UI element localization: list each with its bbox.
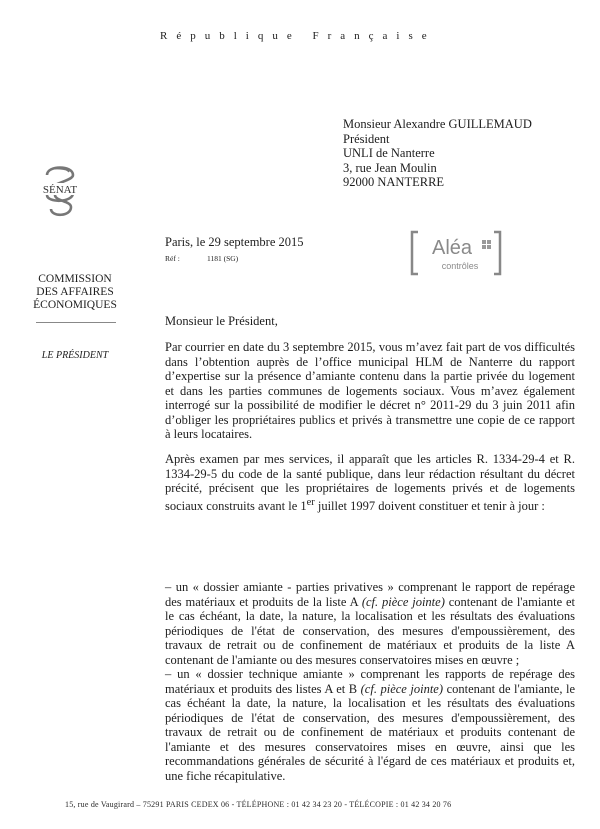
recipient-line: UNLI de Nanterre <box>343 146 435 160</box>
alea-brand-text: Aléa <box>431 237 473 259</box>
recipient-line: Monsieur Alexandre GUILLEMAUD <box>343 117 532 131</box>
list-item-ref: (cf. pièce jointe) <box>361 594 445 609</box>
letter-paragraph-2 <box>165 452 575 513</box>
alea-stamp <box>408 228 504 278</box>
letter-date: Paris, le 29 septembre 2015 <box>165 235 304 249</box>
list-item <box>165 667 575 783</box>
commission-line: ÉCONOMIQUES <box>33 299 117 311</box>
letter-footer: 15, rue de Vaugirard – 75291 PARIS CEDEX 06 - TÉLÉPHONE : 01 42 34 23 20 - TÉLÉCOPIE : 01 42 34 20 76 <box>65 800 452 809</box>
sidebar-divider <box>36 322 116 323</box>
commission-line: COMMISSION <box>38 273 112 285</box>
paragraph-text <box>165 452 575 513</box>
senat-logo <box>33 157 87 223</box>
commission-name <box>20 273 130 312</box>
list-item-text: – un « dossier technique amiante » comprenant les rapports de repérage des matériaux et produits des listes A et B <box>165 667 575 696</box>
reference-value: 1181 (SG) <box>207 254 239 263</box>
superscript-er: er <box>306 496 315 508</box>
senat-logo-text: SÉNAT <box>42 184 78 196</box>
letter-list <box>165 580 575 783</box>
letter-paragraph-1 <box>165 340 575 442</box>
list-item-ref: (cf. pièce jointe) <box>360 681 444 696</box>
alea-stamp-icon <box>408 228 504 278</box>
letter-greeting: Monsieur le Président, <box>165 314 278 328</box>
list-item <box>165 580 575 667</box>
list-item-text: – un « dossier amiante - parties privatives » comprenant le rapport de repérage des matériaux et produits de la liste A <box>165 580 575 609</box>
recipient-address <box>343 117 532 190</box>
president-title: LE PRÉSIDENT <box>41 350 109 361</box>
paragraph-text-part: Après examen par mes services, il apparaît que les articles R. 1334-29-4 et R. 1334-29-5 du code de la santé publique, dans leur rédaction résultant du décret précité, précisent que les propriétaires de logements privés et de logements sociaux construits avant le 1 <box>165 452 575 513</box>
senat-logo-icon <box>33 157 87 223</box>
list-item-text: contenant de l'amiante, le cas échéant la date, la nature, la localisation et les résultats des évaluations périodiques de l'état de conservation, des mesures d'empoussièrement, des travaux de retrait ou de confinement de matériaux et produits contenant de l'amiante et des mesures conservatoires mises en œuvre, ainsi que les recommandations générales de sécurité à l'égard de ces matériaux et produits et, une fiche récapitulative. <box>165 681 576 783</box>
recipient-line: 3, rue Jean Moulin <box>343 160 437 175</box>
recipient-line: Président <box>343 131 390 146</box>
paragraph-text-part: juillet 1997 doivent constituer et tenir à jour : <box>314 498 545 513</box>
alea-sub-text: contrôles <box>441 261 479 271</box>
letter-reference <box>165 254 238 263</box>
commission-line: DES AFFAIRES <box>36 286 114 298</box>
header-republique: République Française <box>160 30 436 42</box>
paragraph-text: Par courrier en date du 3 septembre 2015, vous m’avez fait part de vos difficultés dans l’obtention auprès de l’office municipal HLM de Nanterre du rapport d’expertise sur la présence d’amiante contenu dans la partie privée du logement et dans les parties communes de logements sociaux. Vous m’avez également interrogé sur la possibilité de modifier le décret n° 2011-29 du 3 juin 2011 afin d’obliger les propriétaires publics et privés à transmettre une copie de ce rapport à leurs locataires. <box>165 340 575 441</box>
reference-label: Réf : <box>165 254 180 263</box>
recipient-line: 92000 NANTERRE <box>343 175 445 189</box>
list-item-text: contenant de l'amiante et le cas échéant, la date, la nature, la localisation et les résultats des évaluations périodiques de l'état de conservation, des mesures d'empoussièrement, des travaux de retrait ou de confinement de matériaux et produits de la liste A contenant de l'amiante ou des mesures conservatoires mises en œuvre ; <box>165 594 575 667</box>
